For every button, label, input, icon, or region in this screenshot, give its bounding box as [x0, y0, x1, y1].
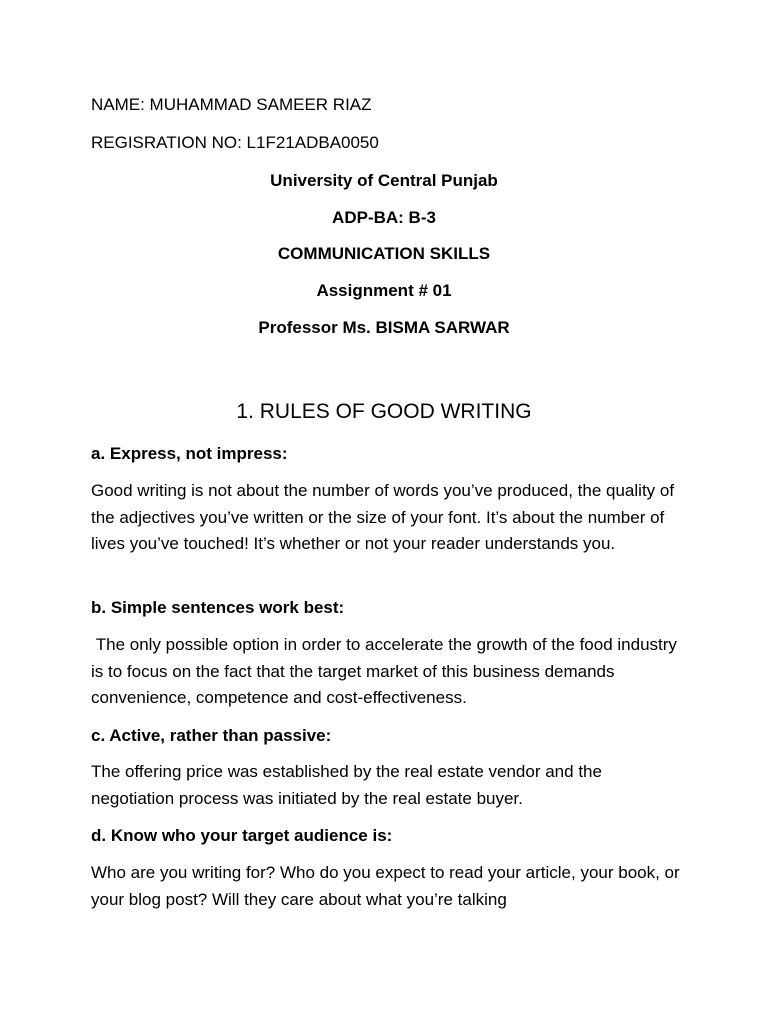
rule-body: Good writing is not about the number of words you’ve produced, the quality of the adjectives you’ve written or the size of your font. It’s about the number of lives you’ve touched! It’s whether or not your reader understands you.: [91, 481, 675, 554]
program-name: ADP-BA: B-3: [332, 208, 436, 227]
rule-heading: d. Know who your target audience is:: [91, 826, 393, 845]
assignment-number: Assignment # 01: [316, 281, 452, 300]
student-name: NAME: MUHAMMAD SAMEER RIAZ: [91, 95, 372, 114]
rule-body: Who are you writing for? Who do you expect to read your article, your book, or your blog post? Will they care about what you’re talking: [91, 863, 680, 909]
rule-body: The only possible option in order to accelerate the growth of the food industry is to focus on the fact that the target market of this business demands convenience, competence and cost-effectiveness.: [91, 635, 682, 708]
rule-heading: a. Express, not impress:: [91, 444, 288, 463]
rule-heading: b. Simple sentences work best:: [91, 598, 345, 617]
registration-number: REGISRATION NO: L1F21ADBA0050: [91, 133, 379, 152]
university-name: University of Central Punjab: [270, 171, 498, 190]
section-title: 1. RULES OF GOOD WRITING: [236, 400, 532, 423]
professor-name: Professor Ms. BISMA SARWAR: [258, 318, 510, 337]
rule-body: The offering price was established by the real estate vendor and the negotiation process was initiated by the real estate buyer.: [91, 762, 602, 808]
rule-heading: c. Active, rather than passive:: [91, 726, 332, 745]
course-name: COMMUNICATION SKILLS: [277, 244, 491, 263]
